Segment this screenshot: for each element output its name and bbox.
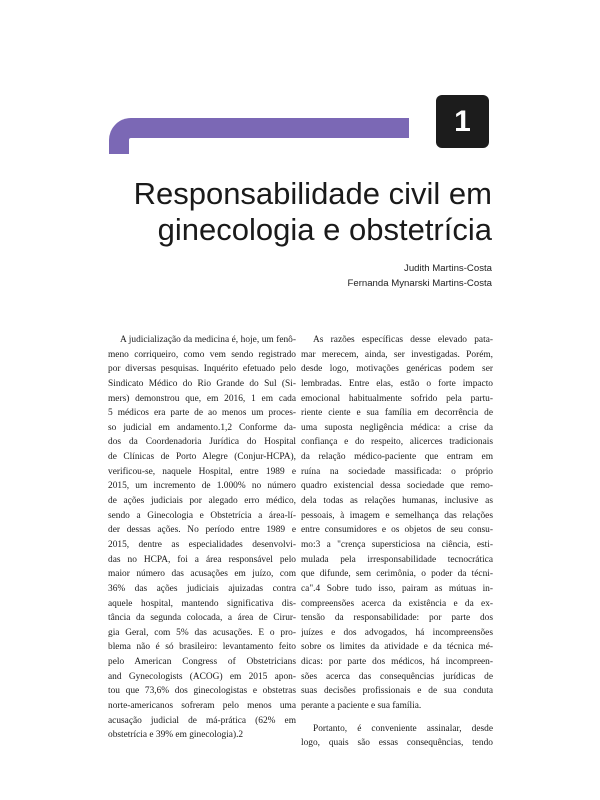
- right-column: [301, 333, 493, 751]
- text-line: perante a paciente e sua família.: [301, 701, 422, 712]
- page-title: [72, 176, 492, 248]
- left-column: [108, 333, 296, 743]
- text-line: 2015, um incremento de 1.000% no número: [108, 481, 296, 492]
- text-line: uma suposta negligência médica: a crise da: [301, 422, 493, 433]
- text-line: juízes e dos advogados, há incompreensões: [301, 627, 493, 638]
- text-line: 36% das ações judiciais ajuizadas contra: [108, 583, 296, 594]
- text-line: sendo a Ginecologia e Obstetrícia a área-lí-: [108, 510, 296, 521]
- text-line: da relação médico-paciente que entram em: [301, 452, 493, 463]
- authors: [192, 262, 492, 291]
- title-line-2: ginecologia e obstetrícia: [157, 212, 492, 247]
- text-line: pessoais, à imagem e semelhança das relações: [301, 510, 493, 521]
- text-line: A judicialização da medicina é, hoje, um fenô-: [120, 335, 296, 345]
- text-line: por diversas pesquisas. Inquérito efetuado pelo: [108, 364, 296, 375]
- text-line: ca".4 Sobre tudo isso, pairam as mútuas in-: [301, 583, 493, 594]
- text-line: verificou-se, naquele Hospital, entre 1989 e: [108, 466, 296, 477]
- text-line: dela todas as relações humanas, inclusive as: [301, 496, 493, 507]
- text-line: gia Geral, com 5% das acusações. E o pro-: [108, 627, 296, 638]
- text-line: meno corriqueiro, como vem sendo registrado: [108, 349, 296, 360]
- text-line: mar merecem, ainda, ser investigadas. Porém,: [301, 349, 493, 360]
- text-line: desde logo, motivações genéricas podem ser: [301, 364, 493, 375]
- text-line: and Gynecologists (ACOG) em 2015 apon-: [108, 671, 296, 682]
- text-line: tou que 73,6% dos ginecologistas e obstetras: [108, 686, 296, 697]
- text-line: Sindicato Médico do Rio Grande do Sul (Si-: [108, 378, 296, 389]
- text-line: quadro existencial dessa sociedade que remo-: [301, 481, 493, 492]
- text-line: dos da Coordenadoria Jurídica do Hospital: [108, 437, 296, 448]
- text-line: As razões específicas desse elevado pata-: [313, 335, 493, 345]
- text-line: obstetrícia e 39% em ginecologia).2: [108, 730, 244, 741]
- text-line: das no HCPA, foi a área responsável pelo: [108, 554, 296, 565]
- text-line: Portanto, é conveniente assinalar, desde: [313, 723, 493, 734]
- text-line: dicas: por parte dos médicos, há incompreen-: [301, 657, 493, 668]
- text-line: pelo American Congress of Obstetricians: [108, 657, 296, 668]
- text-line: de Clínicas de Porto Alegre (Conjur-HCPA),: [108, 452, 296, 463]
- author-2: Fernanda Mynarski Martins-Costa: [347, 277, 492, 289]
- text-line: logo, quais são essas consequências, tendo: [301, 738, 493, 749]
- text-line: acusação judicial de má-prática (62% em: [108, 715, 296, 726]
- chapter-number: 1: [436, 95, 489, 148]
- text-line: de ações judiciais por alegado erro médico,: [108, 496, 296, 507]
- text-line: sões acerca das consequências jurídicas de: [301, 671, 493, 682]
- text-line: so judicial em andamento.1,2 Conforme da-: [108, 422, 296, 433]
- chapter-accent-bar: [109, 118, 409, 154]
- text-line: mo:3 a "crença supersticiosa na ciência, esti-: [301, 539, 493, 550]
- text-line: mulada pela irresponsabilidade tecnocrática: [301, 554, 493, 565]
- text-line: tensão da responsabilidade: por parte dos: [301, 613, 493, 624]
- text-line: entre consumidores e os objetos de seu consu-: [301, 525, 493, 536]
- text-line: tância da segunda colocada, a área de Cirur-: [108, 613, 296, 624]
- text-line: 2015, dentre as especialidades desenvolvi-: [108, 539, 296, 550]
- author-1: Judith Martins-Costa: [404, 263, 492, 274]
- text-line: ruína na sociedade massificada: o próprio: [301, 466, 493, 477]
- title-line-1: Responsabilidade civil em: [133, 176, 492, 211]
- text-line: lembradas. Entre elas, estão o forte impacto: [301, 378, 493, 389]
- text-line: sobre os limites da atividade e da técnica mé-: [301, 642, 493, 653]
- text-line: riente ciente e sua família em decorrência de: [301, 408, 493, 419]
- text-line: que difunde, sem cerimônia, o poder da técni-: [301, 569, 493, 580]
- text-line: suas decisões profissionais e de sua conduta: [301, 686, 493, 697]
- text-line: compreensões acerca da existência e da ex-: [301, 598, 493, 609]
- text-line: norte-americanos sofreram pelo menos uma: [108, 701, 296, 712]
- text-line: 5 médicos era parte de ao menos um proces-: [108, 408, 296, 419]
- text-line: confiança e do respeito, alicerces tradicionais: [301, 437, 493, 448]
- text-line: aquele hospital, mantendo significativa dis-: [108, 598, 296, 609]
- text-line: maior número das acusações em juízo, com: [108, 569, 296, 580]
- text-line: blema não é só brasileiro: levantamento feito: [108, 642, 296, 653]
- text-line: emocional habitualmente sofrido pela partu-: [301, 393, 493, 404]
- text-line: mers) demonstrou que, em 2016, 1 em cada: [108, 393, 296, 404]
- text-line: der dessas ações. No período entre 1989 e: [108, 525, 296, 536]
